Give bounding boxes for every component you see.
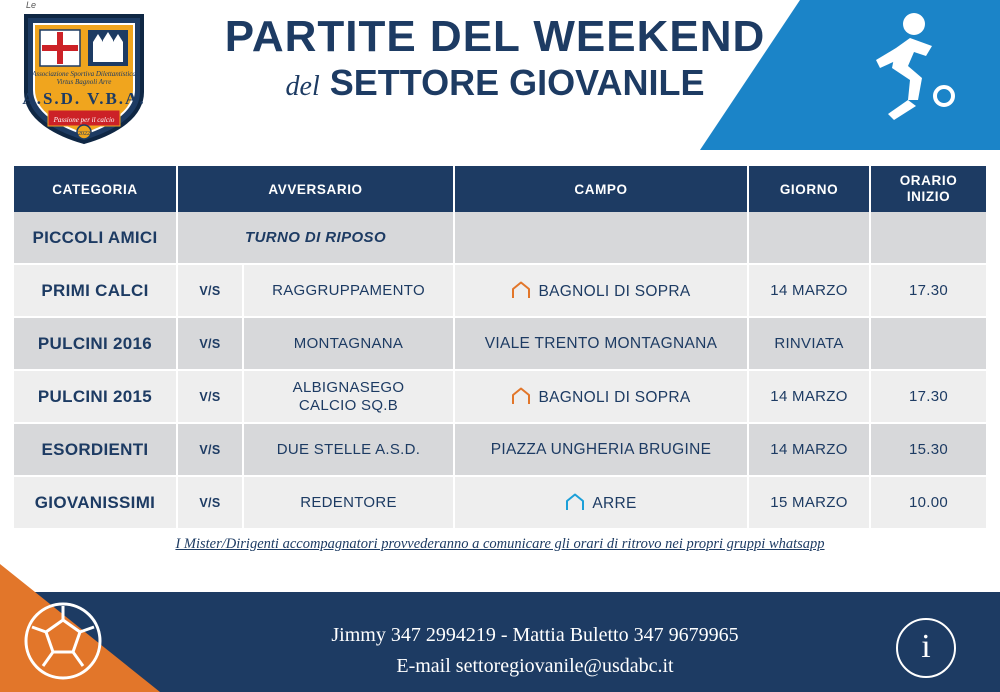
cell-avversario: MONTAGNANA <box>243 317 454 370</box>
cell-categoria: PRIMI CALCI <box>14 264 177 317</box>
column-header-campo: CAMPO <box>454 166 748 212</box>
home-icon-orange <box>511 281 531 299</box>
column-header-giorno: GIORNO <box>748 166 870 212</box>
running-football-player-icon <box>852 8 962 128</box>
contacts-phones: Jimmy 347 2994219 - Mattia Buletto 347 9679965 <box>331 624 739 646</box>
title-del-word: del <box>285 71 320 103</box>
cell-orario: 17.30 <box>870 264 986 317</box>
asd-vba-crest <box>14 6 154 146</box>
cell-orario <box>870 212 986 264</box>
title-line-2-text: SETTORE GIOVANILE <box>329 62 705 104</box>
svg-text:2022: 2022 <box>78 131 90 137</box>
footer-contacts <box>190 620 880 682</box>
cell-campo-text: BAGNOLI DI SOPRA <box>538 388 691 406</box>
info-icon[interactable]: i <box>896 618 956 678</box>
cell-avversario: RAGGRUPPAMENTO <box>243 264 454 317</box>
table-row <box>14 264 986 317</box>
cell-giorno: 14 MARZO <box>748 423 870 476</box>
cell-orario: 10.00 <box>870 476 986 529</box>
contacts-email: E-mail settoregiovanile@usdabc.it <box>396 655 674 677</box>
cell-giorno: 14 MARZO <box>748 264 870 317</box>
svg-text:Virtus Bagnoli Arre: Virtus Bagnoli Arre <box>56 78 112 86</box>
cell-campo: VIALE TRENTO MONTAGNANA <box>454 317 748 370</box>
table-row <box>14 423 986 476</box>
cell-campo <box>454 476 748 529</box>
cell-avversario-line2: CALCIO SQ.B <box>298 396 399 414</box>
cell-campo <box>454 212 748 264</box>
column-header-categoria: CATEGORIA <box>14 166 177 212</box>
cell-avversario <box>243 370 454 423</box>
svg-text:Passione per il calcio: Passione per il calcio <box>53 116 115 124</box>
cell-categoria: GIOVANISSIMI <box>14 476 177 529</box>
cell-giorno: 15 MARZO <box>748 476 870 529</box>
cell-orario <box>870 317 986 370</box>
page-title <box>165 12 825 103</box>
svg-text:A.S.D. V.B.A.: A.S.D. V.B.A. <box>22 89 146 108</box>
note-text: I Mister/Dirigenti accompagnatori provvederanno a comunicare gli orari di ritrovo nei propri gruppi whatsapp <box>175 536 825 552</box>
cell-vs: V/S <box>177 317 243 370</box>
cell-categoria: PULCINI 2015 <box>14 370 177 423</box>
column-header-orario-inizio <box>870 166 986 212</box>
matches-table <box>14 166 986 530</box>
table-row <box>14 370 986 423</box>
title-line-1: PARTITE DEL WEEKEND <box>224 12 766 61</box>
home-icon-orange <box>511 387 531 405</box>
cell-campo <box>454 264 748 317</box>
home-icon-blue <box>565 493 585 511</box>
svg-text:Associazione Sportiva Dile: Associazione Sportiva Dilettantistica <box>32 70 136 78</box>
cell-campo-text: ARRE <box>592 494 637 512</box>
table-header-row <box>14 166 986 212</box>
column-header-avversario: AVVERSARIO <box>177 166 454 212</box>
cell-vs: V/S <box>177 264 243 317</box>
cell-orario: 17.30 <box>870 370 986 423</box>
cell-giorno: RINVIATA <box>748 317 870 370</box>
column-header-orario-line2: INIZIO <box>906 189 951 204</box>
cell-avversario: TURNO DI RIPOSO <box>177 212 454 264</box>
cell-campo <box>454 370 748 423</box>
cell-vs: V/S <box>177 423 243 476</box>
table-row <box>14 212 986 264</box>
cell-categoria: PICCOLI AMICI <box>14 212 177 264</box>
cell-campo: PIAZZA UNGHERIA BRUGINE <box>454 423 748 476</box>
page-header <box>0 0 1000 150</box>
cell-campo-text: BAGNOLI DI SOPRA <box>538 282 691 300</box>
cell-giorno <box>748 212 870 264</box>
cell-vs: V/S <box>177 476 243 529</box>
title-line-2 <box>165 63 825 103</box>
crest-label-le: Le <box>26 0 37 10</box>
table-row <box>14 476 986 529</box>
soccer-ball-icon <box>22 600 104 682</box>
cell-vs: V/S <box>177 370 243 423</box>
cell-categoria: PULCINI 2016 <box>14 317 177 370</box>
cell-avversario: REDENTORE <box>243 476 454 529</box>
cell-avversario-line1: ALBIGNASEGO <box>292 379 405 397</box>
cell-giorno: 14 MARZO <box>748 370 870 423</box>
cell-categoria: ESORDIENTI <box>14 423 177 476</box>
column-header-orario-line1: ORARIO <box>899 173 958 189</box>
cell-orario: 15.30 <box>870 423 986 476</box>
matches-table-wrapper <box>14 166 986 530</box>
table-row <box>14 317 986 370</box>
cell-avversario: DUE STELLE A.S.D. <box>243 423 454 476</box>
